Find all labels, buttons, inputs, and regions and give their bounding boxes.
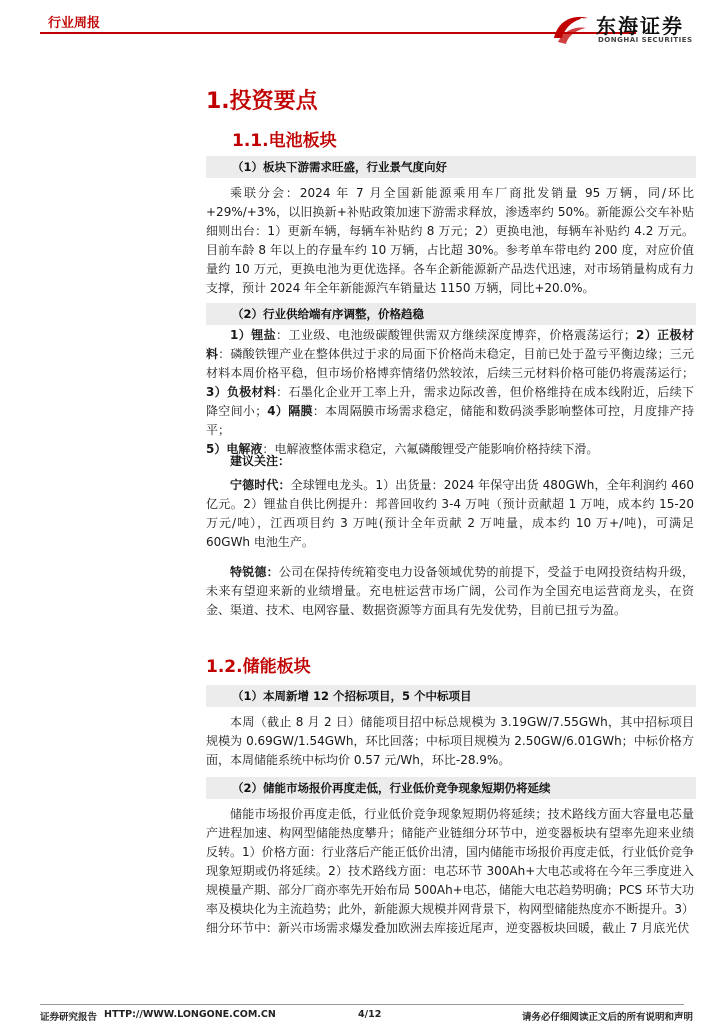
item-key-anode: 3）负极材料 [206,385,277,399]
item-key-separator: 4）隔膜 [267,404,313,418]
item-text-cathode: ：磷酸铁锂产业在整体供过于求的局面下价格尚未稳定，目前已处于盈亏平衡边缘；三元材料本周价格平稳，但市场价格博弈情绪仍然较浓，后续三元材料价格可能仍将震荡运行； [206,347,694,380]
battery-sub2: （2）行业供给端有序调整，价格趋稳 [206,303,696,325]
advice-label: 建议关注： [230,454,291,468]
company-logo [548,8,693,48]
footer-disclaimer: 请务必仔细阅读正文后的所有说明和声明 [522,1012,694,1023]
storage-para2: 储能市场报价再度走低，行业低价竞争现象短期仍将延续；技术路线方面大容量电芯量产进程加速、构网型储能热度攀升；储能产业链细分环节中，逆变器板块有望率先迎来业绩反转。1）价格方面：行业落后产能正低价出清，国内储能市场报价再度走低，行业低价竞争现象短期或仍将延续。2）技术路线方面：电芯环节 300Ah+大电芯或将在今年三季度进入规模量产期、部分厂商亦率先开始布局 500Ah+电芯，储能大电芯趋势明确；PCS 环节大功率及模块化为主流趋势；此外，新能源大规模并网背景下，构网型储能热度亦不断提升。3）细分环节中：新兴市场需求爆发叠加欧洲去库接近尾声，逆变器板块回暖，截止 7 月底光伏 [206,807,694,935]
header-rule [40,32,636,34]
battery-para2 [206,326,694,459]
battery-sub1: （1）板块下游需求旺盛，行业景气度向好 [206,156,696,178]
storage-para1: 本周（截止 8 月 2 日）储能项目招中标总规模为 3.19GW/7.55GWh，其中招标项目规模为 0.69GW/1.54GWh，环比回落；中标项目规模为 2.50GW/6.01GWh；中标价格方面，本周储能系统中标均价 0.57 元/Wh，环比-28.9%。 [206,715,694,767]
item-text-anode: ：石墨化企业开工率上升，需求边际改善，但价格维持在成本线附近，后续下降空间小； [206,385,694,418]
report-type-tag: 行业周报 [48,16,101,31]
battery-para1: 乘联分会：2024 年 7 月全国新能源乘用车厂商批发销量 95 万辆，同/环比+29%/+3%，以旧换新+补贴政策加速下游需求释放，渗透率约 50%。新能源公交车补贴细则出台：1）更新车辆，每辆车补贴约 8 万元；2）更换电池，每辆车补贴约 4.2 万元。目前车龄 8 年以上的存量车约 10 万辆，占比超 30%。参考单车带电约 200 度，对应价值量约 10 万元，更换电池为更优选择。各车企新能源新产品迭代迅速，对市场销量构成有力支撑，预计 2024 年全年新能源汽车销量达 1150 万辆，同比+20.0%。 [206,186,694,295]
company-catl-text: 全球锂电龙头。1）出货量：2024 年保守出货 480GWh，全年利润约 460 亿元。2）锂盐自供比例提升：邦普回收约 3-4 万吨（预计贡献超 1 万吨，成本约 15-20 万元/吨），江西项目约 3 万吨(预计全年贡献 2 万吨量，成本约 10 万+/吨)，可满足 60GWh 电池生产。 [206,478,694,549]
storage-heading: 1.2.储能板块 [206,657,311,677]
footer-rule [40,1004,684,1005]
section-title: 1.投资要点 [206,89,318,114]
footer-report-label: 证券研究报告 [40,1012,98,1023]
battery-heading: 1.1.电池板块 [232,131,337,151]
item-key-lithium: 1）锂盐 [230,328,277,342]
storage-sub2: （2）储能市场报价再度走低，行业低价竞争现象短期仍将延续 [206,777,696,799]
item-key-cathode: 2）正极材料 [206,328,694,361]
footer-page-number: 4/12 [358,1009,382,1020]
footer-website-link[interactable]: HTTP://WWW.LONGONE.COM.CN [104,1009,276,1020]
company-catl-name: 宁德时代： [230,478,291,492]
company-teruide-text: 公司在保持传统箱变电力设备领域优势的前提下，受益于电网投资结构升级，未来有望迎来新的业绩增量。充电桩运营市场广阔，公司作为全国充电运营商龙头，在资金、渠道、技术、电网容量、数据资源等方面具有先发优势，目前已扭亏为盈。 [206,565,694,617]
item-text-electrolyte: ：电解液整体需求稳定，六氟磷酸锂受产能影响价格持续下滑。 [262,442,599,456]
company-teruide [206,563,694,620]
logo-text-cn: 东海证券 [596,14,684,38]
company-teruide-name: 特锐德： [230,565,279,579]
item-key-electrolyte: 5）电解液 [206,442,263,456]
dragon-logo-icon [548,8,592,48]
item-text-separator: ：本周隔膜市场需求稳定，储能和数码淡季影响整体可控，月度排产持平； [206,404,694,437]
company-catl [206,476,694,552]
logo-text-en: DONGHAI SECURITIES [598,36,693,44]
item-text-lithium: ：工业级、电池级碳酸锂供需双方继续深度博弈，价格震荡运行； [276,328,636,342]
storage-sub1: （1）本周新增 12 个招标项目，5 个中标项目 [206,685,696,707]
